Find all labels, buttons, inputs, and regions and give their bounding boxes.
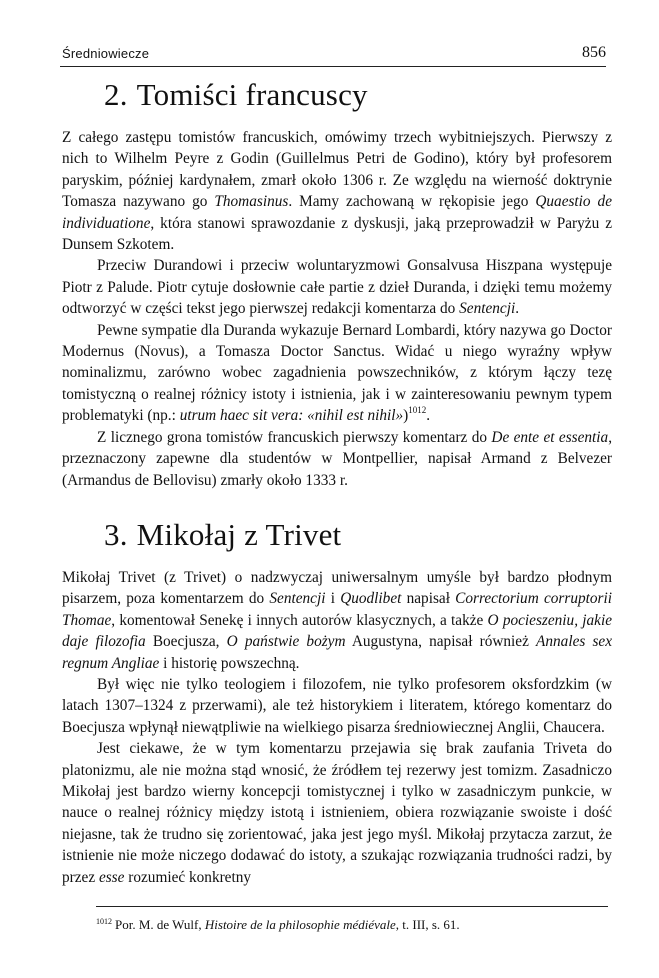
text-run: , t. III, s. 61. <box>395 917 460 932</box>
text-run: rozumieć konkretny <box>124 868 252 886</box>
italic-title: Thomasinus <box>214 193 289 211</box>
italic-title: O państwie bożym <box>226 633 346 651</box>
italic-title: Sentencji <box>459 300 516 318</box>
section-heading-tomisci <box>104 78 368 112</box>
italic-title: Correctorium corruptorii Thomae <box>62 590 612 629</box>
section-title: Tomiści francuscy <box>136 77 368 112</box>
page-number: 856 <box>582 44 606 61</box>
footnote-number: 1012 <box>96 916 112 926</box>
text-run: Był więc nie tylko teologiem i filozofem, nie tylko profesorem oksfordzkim (w latach 1307–1324 z przerwami), ale też historykiem i literatem, którego komentarz do Boecjusza wpłynął niewątpliwie na wielkiego pisarza średniowiecznej Anglii, Chaucera. <box>62 676 612 736</box>
italic-title: Quodlibet <box>340 590 402 608</box>
text-run: Z całego zastępu tomistów francuskich, omówimy trzech wybitniejszych. Pierwszy z nich to Wilhelm Peyre z Godin (Guillelmus Petri de Godino), który był profesorem paryskim, później kardynałem, zmarł około 1306 r. Ze względu na wierność doktrynie Tomasza nazywano go <box>62 129 612 211</box>
text-run: . Mamy zachowaną w rękopisie jego <box>288 193 536 211</box>
text-run: Jest ciekawe, że w tym komentarzu przejawia się brak zaufania Triveta do platonizmu, ale nie można stąd wnosić, że źródłem tej rezerwy jest tomizm. Zasadniczo Mikołaj jest bardzo wierny koncepcji tomistycznej i tylko w zasadniczym punkcie, w nauce o realnej różnicy między istotą i istnieniem, obiera rozwiązanie swoiste i dość niejasne, tak że trudno się zorientować, jaka jest jego myśl. Mikołaj przytacza zarzut, że istnienie nie może niczego dodawać do istoty, a szukając rozwiązania trudności radzi, by przez <box>62 740 612 886</box>
paragraph <box>62 427 612 491</box>
text-run: , która stanowi sprawozdanie z dyskusji, jaką przeprowadził w Paryżu z Dunsem Szkotem. <box>62 214 612 254</box>
text-run: napisał <box>401 590 456 608</box>
italic-title: O pocieszeniu, jakie daje filozofia <box>62 611 612 651</box>
text-run: Boecjusza, <box>145 633 227 651</box>
text-run: ) <box>403 407 409 425</box>
italic-title: Annales sex regnum Angliae <box>62 633 613 672</box>
paragraph <box>62 567 612 674</box>
paragraph <box>62 674 612 738</box>
running-header <box>60 44 606 67</box>
italic-title: esse <box>98 868 125 886</box>
text-run: , komentował Senekę i innych autorów klasycznych, a także <box>111 611 488 629</box>
text-run: Por. M. de Wulf, <box>115 917 205 932</box>
text-run: , przeznaczony zapewne dla studentów w Montpellier, napisał Armand z Belvezer (Armandus de Bellovisu) zmarły około 1333 r. <box>62 428 613 489</box>
text-run: . <box>515 300 520 318</box>
paragraph <box>62 738 612 888</box>
text-run: Augustyna, napisał również <box>345 633 537 651</box>
footnote-divider <box>96 906 608 907</box>
italic-title: De ente et essentia <box>491 428 609 446</box>
footnote-reference: 1012 <box>408 405 427 416</box>
section-number: 2. <box>104 77 128 112</box>
paragraph <box>62 127 612 255</box>
text-run: . <box>426 407 431 425</box>
section-title: Mikołaj z Trivet <box>136 517 342 552</box>
text-run: Pewne sympatie dla Duranda wykazuje Bernard Lombardi, który nazywa go Doctor Modernus (Novus), a Tomasza Doctor Sanctus. Widać u niego wyraźny wpływ nominalizmu, zarówno wobec zagadnienia powszechników, z którym łączy tezę tomistyczną o realnej różnicy istoty i istnienia, jak i w zainteresowaniu pewnym typem problematyki (np.: <box>62 321 612 425</box>
section-body-trivet <box>62 567 612 888</box>
italic-title: Quaestio de individuatione <box>62 193 612 232</box>
running-title: Średniowiecze <box>62 46 150 61</box>
text-run: i <box>325 590 341 608</box>
text-run: i historię powszechną. <box>159 654 300 672</box>
section-number: 3. <box>104 517 128 552</box>
italic-title: Histoire de la philosophie médiévale <box>204 917 396 932</box>
italic-title: Sentencji <box>269 590 326 608</box>
paragraph <box>62 255 612 319</box>
text-run: Przeciw Durandowi i przeciw woluntaryzmowi Gonsalvusa Hiszpana występuje Piotr z Palude. Piotr cytuje dosłownie całe partie z dzieł Duranda, i dzięki temu możemy odtworzyć w części tekst jego pierwszej redakcji komentarza do <box>62 257 612 318</box>
section-heading-trivet <box>104 518 341 552</box>
footnote <box>96 916 616 934</box>
text-run: Mikołaj Trivet (z Trivet) o nadzwyczaj uniwersalnym umyśle był bardzo płodnym pisarzem, poza komentarzem do <box>62 569 612 608</box>
italic-title: utrum haec sit vera: «nihil est nihil» <box>179 407 404 425</box>
text-run: Z licznego grona tomistów francuskich pierwszy komentarz do <box>97 428 492 446</box>
paragraph <box>62 320 612 427</box>
section-body-tomisci <box>62 127 612 491</box>
footnote-text <box>115 917 460 932</box>
